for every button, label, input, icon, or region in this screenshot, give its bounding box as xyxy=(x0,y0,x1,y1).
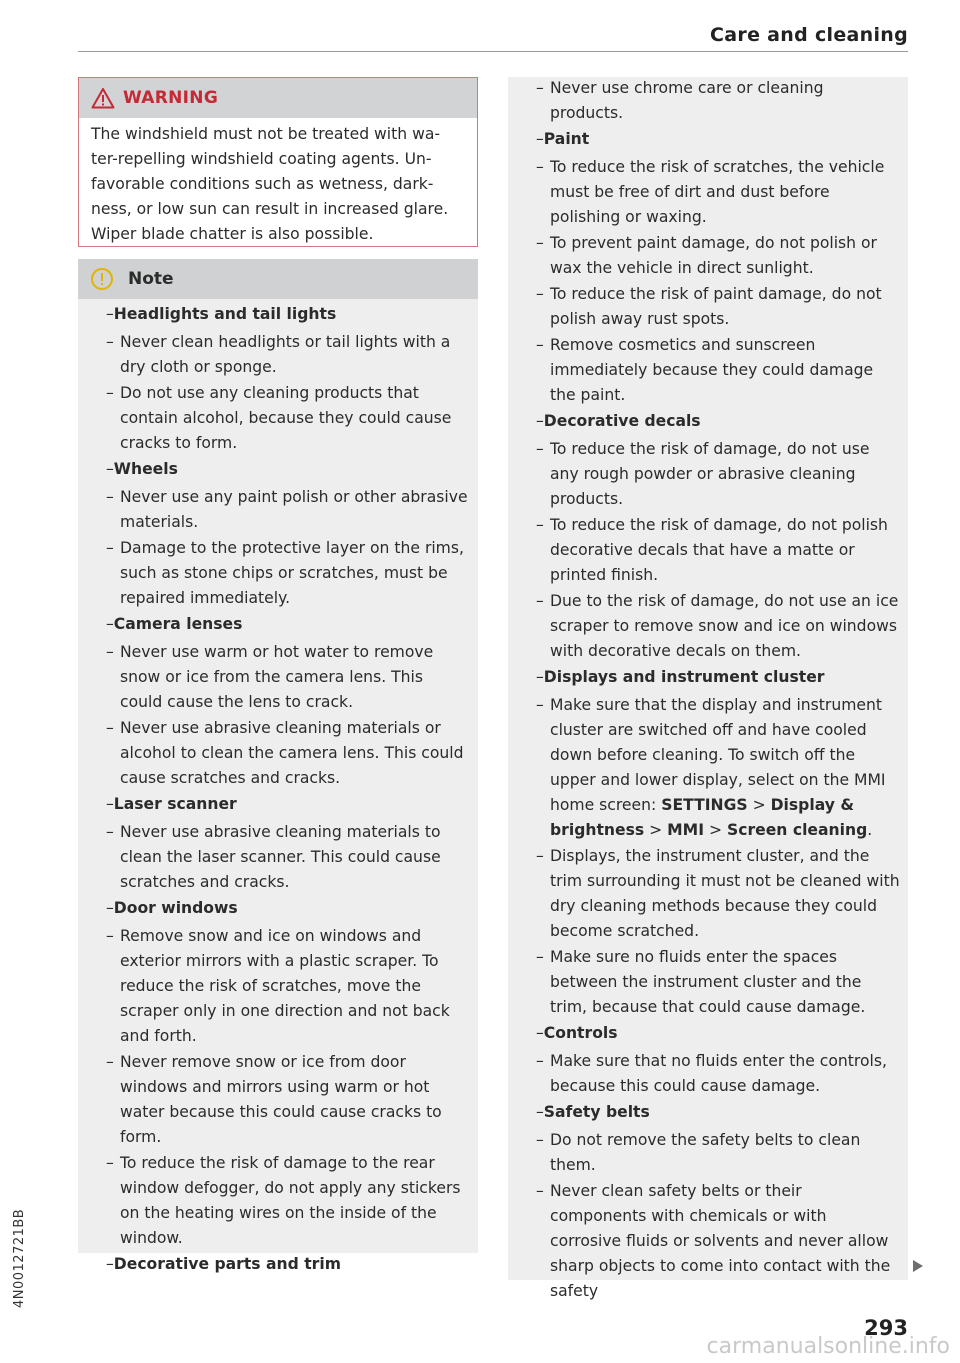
warning-text xyxy=(79,118,477,247)
dash-bullet: – xyxy=(536,336,544,354)
dash-bullet: – xyxy=(536,516,544,534)
bullet-list xyxy=(536,76,908,126)
category-label: Decorative decals xyxy=(543,412,701,430)
bullet-text xyxy=(120,333,450,376)
bullet-text-run: Damage to the protective layer on the rims, such as stone chips or scratches, must be repaired immediately. xyxy=(120,539,464,607)
section-heading xyxy=(536,665,908,690)
section-heading xyxy=(536,409,908,434)
bullet-item xyxy=(106,640,478,715)
bullet-text-run: To reduce the risk of damage, do not polish decorative decals that have a matte or printed finish. xyxy=(550,516,888,584)
bullet-text-run: Make sure that the display and instrument cluster are switched off and have cooled down before cleaning. To switch off the upper and lower display, select on the MMI home screen: xyxy=(550,696,886,814)
bullet-text xyxy=(120,823,441,891)
dash-bullet: – xyxy=(106,305,114,323)
bullet-item xyxy=(536,333,908,408)
bullet-text-run: To prevent paint damage, do not polish or wax the vehicle in direct sunlight. xyxy=(550,234,877,277)
bullet-text xyxy=(550,592,898,660)
section-heading xyxy=(106,612,478,637)
dash-bullet: – xyxy=(106,643,114,661)
dash-bullet: – xyxy=(536,696,544,714)
note-section xyxy=(508,127,908,408)
bullet-item xyxy=(106,1050,478,1150)
bullet-item xyxy=(106,716,478,791)
dash-bullet: – xyxy=(536,1131,544,1149)
bullet-text xyxy=(120,643,433,711)
category-label: Paint xyxy=(543,130,590,148)
dash-bullet: – xyxy=(106,823,114,841)
bullet-item xyxy=(536,1179,908,1304)
bullet-item xyxy=(536,1128,908,1178)
bullet-text-run: Make sure that no fluids enter the controls, because this could cause damage. xyxy=(550,1052,887,1095)
warning-header xyxy=(79,78,477,118)
bullet-text-run: Remove snow and ice on windows and exterior mirrors with a plastic scraper. To reduce the risk of scratches, move the scraper only in one direction and not back and forth. xyxy=(120,927,450,1045)
bullet-text xyxy=(550,516,888,584)
section-heading xyxy=(106,457,478,482)
menu-path-item: SETTINGS xyxy=(661,796,748,814)
bullet-item xyxy=(106,381,478,456)
dash-bullet: – xyxy=(536,1024,544,1042)
bullet-list xyxy=(106,820,478,895)
bullet-text xyxy=(550,336,873,404)
category-label: Decorative parts and trim xyxy=(113,1255,341,1273)
bullet-item xyxy=(536,282,908,332)
dash-bullet: – xyxy=(106,719,114,737)
dash-bullet: – xyxy=(536,592,544,610)
dash-bullet: – xyxy=(536,1052,544,1070)
dash-bullet: – xyxy=(536,847,544,865)
bullet-text xyxy=(120,1154,461,1247)
bullet-text xyxy=(120,927,450,1045)
warning-line: ter-repelling windshield coating agents. Un- xyxy=(91,150,432,168)
bullet-text-run: To reduce the risk of damage, do not use any rough powder or abrasive cleaning products. xyxy=(550,440,870,508)
bullet-item xyxy=(106,820,478,895)
dash-bullet: – xyxy=(536,668,544,686)
bullet-item xyxy=(106,536,478,611)
dash-bullet: – xyxy=(106,460,114,478)
page-number: 293 xyxy=(864,1316,908,1340)
right-note-list xyxy=(508,76,908,1305)
bullet-text-run: Never remove snow or ice from door windows and mirrors using warm or hot water because this could cause cracks to form. xyxy=(120,1053,442,1146)
category-label: Controls xyxy=(543,1024,618,1042)
bullet-text xyxy=(120,488,468,531)
bullet-list xyxy=(536,1128,908,1304)
dash-bullet: – xyxy=(536,285,544,303)
bullet-item xyxy=(536,437,908,512)
bullet-list xyxy=(536,1049,908,1099)
note-section xyxy=(78,1252,478,1277)
section-heading xyxy=(536,127,908,152)
menu-path-end: . xyxy=(867,821,873,839)
bullet-text xyxy=(550,1052,887,1095)
bullet-text-run: Never use any paint polish or other abrasive materials. xyxy=(120,488,468,531)
bullet-list xyxy=(106,485,478,611)
dash-bullet: – xyxy=(106,488,114,506)
dash-bullet: – xyxy=(536,1182,544,1200)
bullet-text-run: Never use warm or hot water to remove snow or ice from the camera lens. This could cause the lens to crack. xyxy=(120,643,434,711)
dash-bullet: – xyxy=(106,795,114,813)
bullet-item xyxy=(106,330,478,380)
note-section xyxy=(78,896,478,1251)
bullet-text-run: Do not use any cleaning products that contain alcohol, because they could cause cracks to form. xyxy=(120,384,452,452)
bullet-item xyxy=(536,76,908,126)
bullet-text-run: To reduce the risk of paint damage, do not polish away rust spots. xyxy=(550,285,882,328)
warning-line: Wiper blade chatter is also possible. xyxy=(91,225,374,243)
warning-title: WARNING xyxy=(123,88,219,108)
note-header xyxy=(78,259,478,299)
dash-bullet: – xyxy=(106,333,114,351)
dash-bullet: – xyxy=(536,79,544,97)
page-header-title: Care and cleaning xyxy=(710,24,908,46)
bullet-list xyxy=(536,155,908,408)
bullet-text xyxy=(550,79,824,122)
bullet-item xyxy=(536,945,908,1020)
dash-bullet: – xyxy=(106,927,114,945)
dash-bullet: – xyxy=(106,615,114,633)
dash-bullet: – xyxy=(536,948,544,966)
left-note-list xyxy=(78,302,478,1280)
dash-bullet: – xyxy=(536,1103,544,1121)
bullet-text-run: Never use abrasive cleaning materials to clean the laser scanner. This could cause scratches and cracks. xyxy=(120,823,441,891)
watermark: carmanualsonline.info xyxy=(706,1334,950,1359)
bullet-list xyxy=(106,640,478,791)
section-heading xyxy=(536,1100,908,1125)
warning-line: favorable conditions such as wetness, dark- xyxy=(91,175,434,193)
bullet-item xyxy=(106,1151,478,1251)
bullet-text xyxy=(120,539,464,607)
dash-bullet: – xyxy=(536,130,544,148)
bullet-text-run: Displays, the instrument cluster, and the trim surrounding it must not be cleaned with dry cleaning methods because they could become scratched. xyxy=(550,847,900,940)
note-section xyxy=(508,1100,908,1304)
dash-bullet: – xyxy=(536,440,544,458)
menu-path-separator: > xyxy=(747,796,771,814)
note-section xyxy=(508,76,908,126)
bullet-text-run: Never clean safety belts or their components with chemicals or with corrosive fluids or solvents and never allow sharp objects to come into contact with the safety xyxy=(550,1182,891,1300)
note-section xyxy=(508,409,908,664)
bullet-text xyxy=(550,948,865,1016)
note-section xyxy=(78,792,478,895)
bullet-item xyxy=(536,693,908,843)
note-section xyxy=(78,457,478,611)
bullet-list xyxy=(106,330,478,456)
bullet-item xyxy=(536,155,908,230)
bullet-item xyxy=(536,844,908,944)
warning-triangle-icon xyxy=(91,87,115,109)
bullet-text xyxy=(550,696,886,839)
bullet-text-run: Due to the risk of damage, do not use an ice scraper to remove snow and ice on windows with decorative decals on them. xyxy=(550,592,899,660)
category-label: Camera lenses xyxy=(113,615,243,633)
dash-bullet: – xyxy=(106,899,114,917)
bullet-text xyxy=(550,1131,860,1174)
bullet-text-run: Do not remove the safety belts to clean them. xyxy=(550,1131,861,1174)
dash-bullet: – xyxy=(106,384,114,402)
bullet-text-run: Remove cosmetics and sunscreen immediately because they could damage the paint. xyxy=(550,336,874,404)
document-code: 4N0012721BB xyxy=(12,1208,27,1308)
note-exclamation-icon xyxy=(90,267,114,291)
header-rule xyxy=(78,51,908,52)
right-note-panel xyxy=(508,77,908,1300)
section-heading xyxy=(106,792,478,817)
section-heading xyxy=(106,1252,478,1277)
warning-box xyxy=(78,77,478,247)
bullet-text xyxy=(550,847,900,940)
bullet-text xyxy=(120,1053,442,1146)
bullet-item xyxy=(106,924,478,1049)
bullet-item xyxy=(536,1049,908,1099)
dash-bullet: – xyxy=(106,1053,114,1071)
warning-line: ness, or low sun can result in increased glare. xyxy=(91,200,449,218)
note-section xyxy=(508,1021,908,1099)
dash-bullet: – xyxy=(106,539,114,557)
bullet-text-run: To reduce the risk of scratches, the vehicle must be free of dirt and dust before polishing or waxing. xyxy=(550,158,885,226)
dash-bullet: – xyxy=(106,1154,114,1172)
menu-path-separator: > xyxy=(644,821,668,839)
bullet-text xyxy=(550,234,877,277)
bullet-text-run: Never use abrasive cleaning materials or alcohol to clean the camera lens. This could cause scratches and cracks. xyxy=(120,719,464,787)
bullet-item xyxy=(536,231,908,281)
bullet-list xyxy=(106,924,478,1251)
bullet-text xyxy=(550,158,884,226)
menu-path-item: Display & brightness xyxy=(550,796,854,839)
menu-path-item: Screen cleaning xyxy=(726,821,868,839)
category-label: Displays and instrument cluster xyxy=(543,668,825,686)
dash-bullet: – xyxy=(536,158,544,176)
category-label: Laser scanner xyxy=(113,795,237,813)
section-heading xyxy=(106,896,478,921)
dash-bullet: – xyxy=(106,1255,114,1273)
bullet-text xyxy=(120,384,451,452)
bullet-text xyxy=(550,440,869,508)
bullet-list xyxy=(536,693,908,1020)
bullet-item xyxy=(106,485,478,535)
section-heading xyxy=(106,302,478,327)
note-title: Note xyxy=(128,269,174,289)
section-heading xyxy=(536,1021,908,1046)
dash-bullet: – xyxy=(536,412,544,430)
category-label: Safety belts xyxy=(543,1103,650,1121)
note-section xyxy=(78,612,478,791)
left-note-panel xyxy=(78,299,478,1273)
continue-arrow-icon xyxy=(913,1260,923,1272)
bullet-text-run: To reduce the risk of damage to the rear window defogger, do not apply any stickers on the heating wires on the inside of the window. xyxy=(120,1154,461,1247)
menu-path-separator: > xyxy=(704,821,727,839)
category-label: Door windows xyxy=(113,899,238,917)
dash-bullet: – xyxy=(536,234,544,252)
bullet-item xyxy=(536,589,908,664)
category-label: Headlights and tail lights xyxy=(113,305,337,323)
bullet-text xyxy=(550,1182,890,1300)
bullet-text xyxy=(120,719,464,787)
bullet-text xyxy=(550,285,882,328)
note-section xyxy=(78,302,478,456)
bullet-text-run: Never clean headlights or tail lights with a dry cloth or sponge. xyxy=(120,333,451,376)
bullet-item xyxy=(536,513,908,588)
category-label: Wheels xyxy=(113,460,178,478)
note-section xyxy=(508,665,908,1020)
bullet-text-run: Make sure no fluids enter the spaces between the instrument cluster and the trim, because that could cause damage. xyxy=(550,948,866,1016)
bullet-text-run: Never use chrome care or cleaning products. xyxy=(550,79,824,122)
warning-line: The windshield must not be treated with wa- xyxy=(91,125,441,143)
menu-path-item: MMI xyxy=(667,821,704,839)
bullet-list xyxy=(536,437,908,664)
